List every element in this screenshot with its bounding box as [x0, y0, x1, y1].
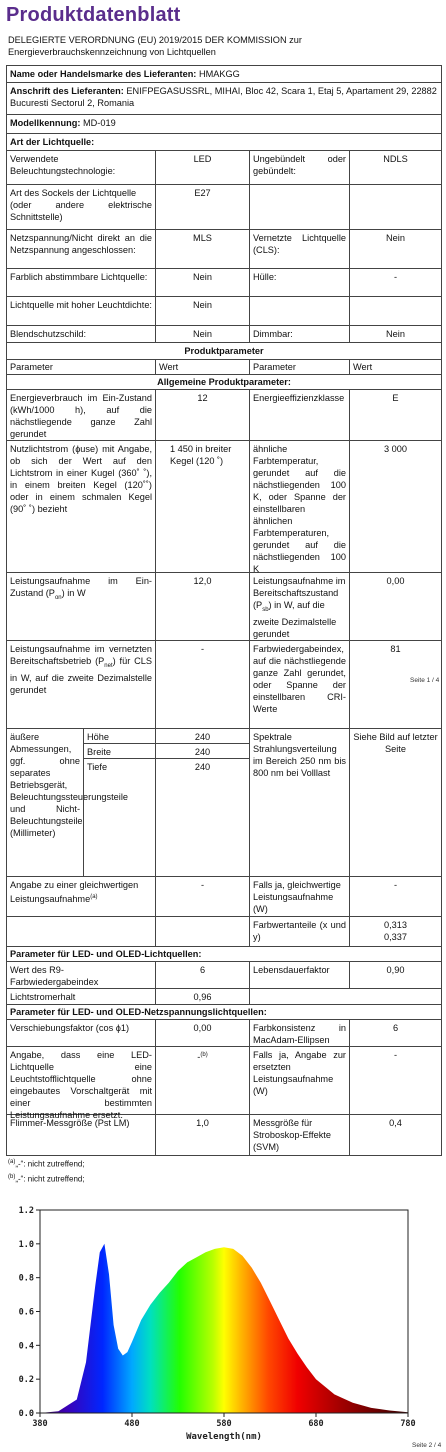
col-value: Wert	[155, 360, 249, 374]
y-tick-label: 1.0	[18, 1239, 34, 1250]
standby-label: Leistungsaufnahme im Bereitschaftszustand $(P_{sb})$ in W, auf die zweite Dezimalstelle gerundet	[249, 573, 349, 640]
dimmable-label: Dimmbar:	[249, 326, 349, 342]
technology-label: Verwendete Beleuchtungstechnologie:	[10, 154, 116, 176]
page-title: Produktdatenblatt	[6, 4, 181, 26]
x-axis-label: Wavelength(nm)	[186, 1432, 262, 1442]
cri-label: Farbwiedergabeindex, auf die nächstliegende ganze Zahl gerundet, oder Spanne der einstellbaren CRI-Werte	[249, 641, 349, 728]
y-tick-label: 0.8	[18, 1273, 34, 1284]
chromaticity-y: 0,337	[384, 932, 407, 942]
socket-value: E27	[155, 185, 249, 229]
high-luminance-value: Nein	[155, 297, 249, 325]
mains-value: MLS	[155, 230, 249, 268]
equivalent-power-label: Falls ja, gleichwertige Leistungsaufnahme (W)	[249, 877, 349, 916]
lumen-maintenance-value: 0,96	[155, 989, 249, 1004]
x-tick-label: 780	[400, 1419, 416, 1429]
row-displacement-factor	[6, 1020, 442, 1047]
spectrum-area	[40, 1244, 408, 1413]
row-r9	[6, 962, 442, 989]
survival-label: Lebensdauerfaktor	[249, 962, 349, 988]
supplier-address-label: Anschrift des Lieferanten:	[10, 86, 124, 96]
row-replacement	[6, 1047, 442, 1120]
energy-value: 12	[155, 390, 249, 440]
svm-value: 0,4	[349, 1115, 441, 1155]
replacement-label: Angabe, dass eine LED-Lichtquelle eine Leuchtstofflichtquelle ohne eingebautes Vorschaltgerät mit einer bestimmten Leistungsaufnahme ersetzt.	[10, 1050, 152, 1120]
directional-label: Ungebündelt oder gebündelt:	[249, 151, 349, 184]
survival-value: 0,90	[349, 962, 441, 988]
flicker-value: 1,0	[155, 1115, 249, 1155]
replaced-power-label: Falls ja, Angabe zur ersetzten Leistungsaufnahme (W)	[249, 1047, 349, 1114]
supplier-address-row	[6, 83, 442, 115]
col-param: Parameter	[10, 362, 53, 372]
model-value: MD-019	[83, 118, 116, 128]
led-params-header: Parameter für LED- und OLED-Lichtquellen:	[6, 947, 442, 962]
x-tick-label: 680	[308, 1419, 324, 1429]
depth-value: 240	[194, 762, 211, 772]
efficiency-class-value: E	[349, 390, 441, 440]
mains-params-header: Parameter für LED- und OLED-Netzspannungslichtquellen:	[6, 1005, 442, 1020]
col-param2: Parameter	[249, 360, 349, 374]
displacement-label: Verschiebungsfaktor (cos ϕ1)	[10, 1023, 130, 1033]
cct-label: ähnliche Farbtemperatur, gerundet auf die nächstliegenden 100 K, oder Spanne der einstellbaren ähnlichen Farbtemperaturen, gerundet auf die nächstliegenden 100 K	[249, 441, 349, 572]
height-label: Höhe	[84, 729, 155, 744]
chromaticity-x: 0,313	[384, 920, 407, 930]
row-tunable	[6, 269, 442, 297]
supplier-address-value: ENIFPEGASUSSRL, MIHAI, Bloc 42, Scara 1, Etaj 5, Apartament 29, 22882 Bucuresti Sectorul 2, Romania	[10, 86, 437, 108]
efficiency-class-label: Energieeffizienzklasse	[249, 390, 349, 440]
standby-value: 0,00	[349, 573, 441, 640]
row-power-on	[6, 573, 442, 641]
col-value2: Wert	[349, 360, 441, 374]
supplier-name-label: Name oder Handelsmarke des Lieferanten:	[10, 69, 197, 79]
supplier-name-value: HMAKGG	[198, 69, 240, 79]
x-tick-label: 580	[216, 1419, 232, 1429]
row-mains	[6, 230, 442, 269]
dimensions-label: äußere Abmessungen, ggf. ohne separates Betriebsgerät, Beleuchtungssteuerungsteile und Nicht-Beleuchtungsteile (Millimeter)	[10, 732, 128, 838]
y-tick-label: 0.0	[18, 1409, 34, 1419]
product-params-header: Produktparameter	[6, 343, 442, 360]
tunable-label: Farblich abstimmbare Lichtquelle:	[10, 272, 148, 282]
y-tick-label: 0.6	[18, 1307, 34, 1318]
glare-value: Nein	[155, 326, 249, 342]
glare-label: Blendschutzschild:	[10, 329, 87, 339]
flux-value: 1 450 in breiter Kegel (120 ˚)	[155, 441, 249, 572]
networked-standby-value: -	[155, 641, 249, 728]
flux-label: Nutzlichtstrom (ɸuse) mit Angabe, ob sich der Wert auf den Lichtstrom in einer Kugel (360˚ ˚), in einem breiten Kegel (120˚˚) oder in einem schmalen Kegel (90˚ ˚) bezieht	[10, 444, 152, 514]
page-number-1: Seite 1 / 4	[410, 677, 440, 684]
colour-consistency-label: Farbkonsistenz in MacAdam-Ellipsen	[249, 1020, 349, 1046]
page-number-2: Seite 2 / 4	[412, 1442, 442, 1449]
equivalent-value: -	[155, 877, 249, 916]
spectral-value: Siehe Bild auf letzter Seite	[349, 729, 441, 876]
row-equivalent-power	[6, 877, 442, 917]
socket-label-note: (oder andere elektrische Schnittstelle)	[10, 200, 152, 222]
x-tick-label: 380	[32, 1419, 48, 1429]
regulation-intro: DELEGIERTE VERORDNUNG (EU) 2019/2015 DER KOMMISSION zur Energieverbrauchskennzeichnung von Lichtquellen	[8, 35, 302, 57]
row-lumen-maintenance	[6, 989, 442, 1005]
envelope-value: -	[349, 269, 441, 296]
technology-value: LED	[155, 151, 249, 184]
general-params-header: Allgemeine Produktparameter:	[6, 375, 442, 390]
lumen-maintenance-label: Lichtstromerhalt	[10, 992, 76, 1002]
column-header-row	[6, 360, 442, 375]
cri-value: 81	[349, 641, 441, 728]
height-value: 240	[156, 729, 249, 744]
footnote-a: $^{(a)}$„-“: nicht zutreffend;	[8, 1159, 85, 1169]
equivalent-power-value: -	[349, 877, 441, 916]
high-luminance-label: Lichtquelle mit hoher Leuchtdichte:	[10, 300, 152, 310]
footnote-b: $^{(b)}$„-“: nicht zutreffend;	[8, 1174, 85, 1184]
svm-label: Messgröße für Stroboskop-Effekte (SVM)	[249, 1115, 349, 1155]
model-label: Modellkennung:	[10, 118, 81, 128]
displacement-value: 0,00	[155, 1020, 249, 1046]
y-tick-label: 0.4	[18, 1341, 34, 1352]
width-value: 240	[156, 744, 249, 759]
envelope-label: Hülle:	[249, 269, 349, 296]
cct-value: 3 000	[349, 441, 441, 572]
spectral-label: Spektrale Strahlungsverteilung im Bereich 250 nm bis 800 nm bei Volllast	[249, 729, 349, 876]
row-high-luminance	[6, 297, 442, 326]
row-socket	[6, 185, 442, 230]
r9-label: Wert des R9-Farbwiedergabeindex	[10, 965, 99, 987]
row-glare	[6, 326, 442, 343]
spectrum-chart	[0, 1195, 446, 1445]
depth-label: Tiefe	[87, 762, 108, 772]
cls-label: Vernetzte Lichtquelle (CLS):	[249, 230, 349, 268]
power-on-label: Leistungsaufnahme im Ein-Zustand $(P_{on})$ in W	[10, 576, 152, 601]
row-networked-standby	[6, 641, 442, 729]
r9-value: 6	[155, 962, 249, 988]
power-on-value: 12,0	[155, 573, 249, 640]
energy-label: Energieverbrauch im Ein-Zustand (kWh/1000 h), auf die nächstliegende ganze Zahl gerundet	[10, 393, 152, 439]
x-tick-label: 480	[124, 1419, 140, 1429]
row-chromaticity	[6, 917, 442, 947]
row-technology	[6, 151, 442, 185]
row-luminous-flux	[6, 441, 442, 573]
cls-value: Nein	[349, 230, 441, 268]
mains-label: Netzspannung/Nicht direkt an die Netzspannung angeschlossen:	[10, 233, 152, 255]
equivalent-label: Angabe zu einer gleichwertigen Leistungsaufnahme$^{(a)}$	[10, 880, 139, 905]
width-label: Breite	[84, 744, 155, 759]
replaced-power-value: -	[349, 1047, 441, 1114]
colour-consistency-value: 6	[349, 1020, 441, 1046]
row-energy-consumption	[6, 390, 442, 441]
row-flicker	[6, 1115, 442, 1156]
dimmable-value: Nein	[349, 326, 441, 342]
y-tick-label: 0.2	[18, 1375, 34, 1386]
supplier-name-row	[6, 65, 442, 83]
row-dimensions	[6, 729, 442, 877]
networked-standby-label: Leistungsaufnahme im vernetzten Bereitschaftsbetrieb $(P_{net})$ für CLS in W, auf die zweite Dezimalstelle gerundet	[10, 644, 152, 695]
chromaticity-label: Farbwertanteile (x und y)	[249, 917, 349, 946]
directional-value: NDLS	[349, 151, 441, 184]
light-source-type-header: Art der Lichtquelle:	[6, 134, 442, 151]
tunable-value: Nein	[155, 269, 249, 296]
y-tick-label: 1.2	[18, 1206, 34, 1216]
model-row	[6, 115, 442, 134]
socket-label: Art des Sockels der Lichtquelle	[10, 188, 137, 198]
flicker-label: Flimmer-Messgröße (Pst LM)	[10, 1118, 130, 1128]
replacement-value: -$^{(b)}$	[155, 1047, 249, 1114]
